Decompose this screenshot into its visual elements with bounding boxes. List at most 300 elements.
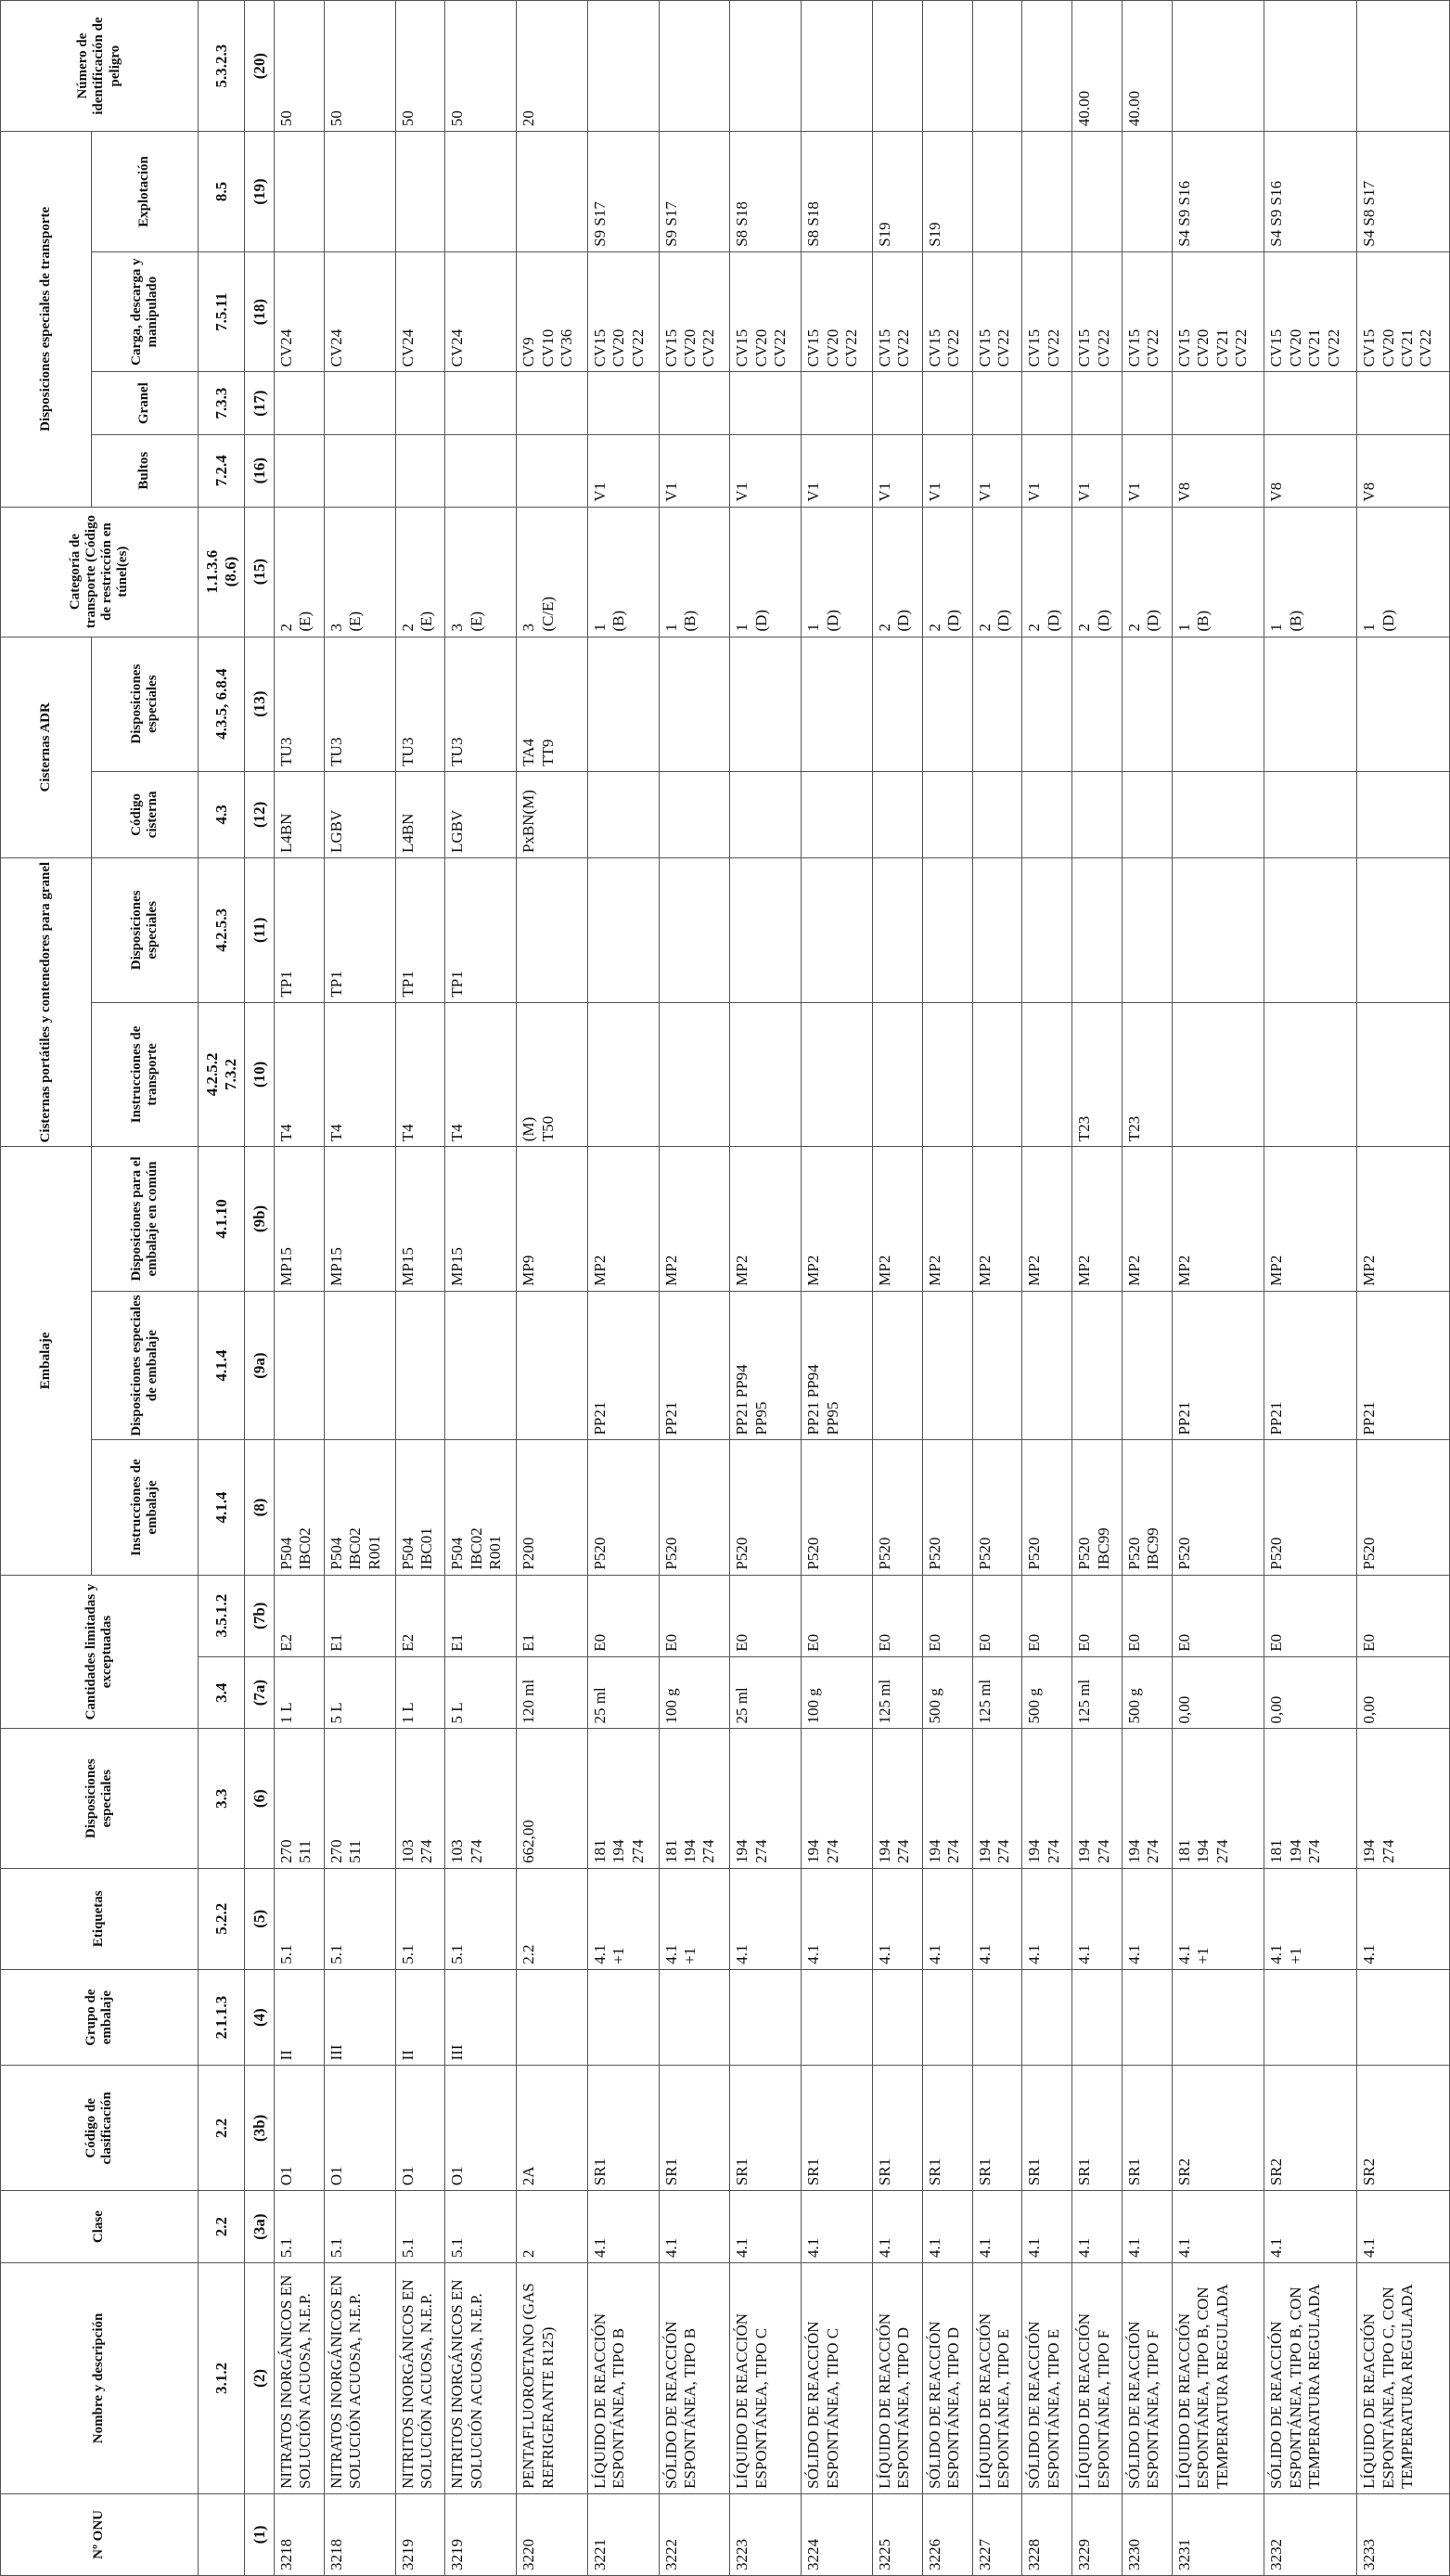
table-cell: 2 (D) [972, 507, 1022, 637]
table-cell: 125 ml [872, 1656, 922, 1729]
table-cell [587, 1969, 659, 2066]
table-cell [517, 132, 588, 252]
header-adr-special: Disposiciones especiales [92, 637, 199, 771]
table-cell [1357, 637, 1450, 771]
reference-cell: 4.3.5, 6.8.4 [199, 637, 245, 771]
column-number-cell: (7b) [245, 1575, 275, 1656]
table-cell: TP1 [324, 858, 395, 1003]
header-transport-instructions: Instrucciones de transporte [92, 1002, 199, 1147]
table-cell: 2 (D) [1072, 507, 1123, 637]
table-cell: SR2 [1264, 2066, 1357, 2191]
table-cell: T4 [445, 1002, 517, 1147]
table-cell [1172, 637, 1264, 771]
table-cell [659, 1, 730, 132]
column-number-cell: (10) [245, 1002, 275, 1147]
table-cell [517, 434, 588, 507]
table-cell: CV15 CV20 CV22 [587, 251, 659, 372]
table-cell: 4.1 [1022, 1868, 1072, 1969]
table-cell: E0 [872, 1575, 922, 1656]
table-cell [1022, 372, 1072, 434]
table-cell [517, 372, 588, 434]
table-cell [1022, 132, 1072, 252]
table-cell: III [324, 1969, 395, 2066]
table-cell: CV24 [275, 251, 325, 372]
table-cell [587, 372, 659, 434]
table-cell: E0 [1022, 1575, 1072, 1656]
header-loading: Carga, descarga y manipulado [92, 251, 199, 372]
table-cell [1357, 858, 1450, 1003]
table-cell: PP21 [1172, 1291, 1264, 1440]
table-cell: SR1 [1022, 2066, 1072, 2191]
table-cell [1172, 1969, 1264, 2066]
table-cell [872, 637, 922, 771]
table-row [1264, 1, 1357, 2576]
table-cell [659, 372, 730, 434]
table-cell: 5.1 [395, 2191, 445, 2263]
table-cell [1357, 1002, 1450, 1147]
table-cell [1122, 858, 1172, 1003]
table-cell: SR1 [659, 2066, 730, 2191]
table-cell: 194 274 [802, 1729, 873, 1868]
table-cell: 181 194 274 [659, 1729, 730, 1868]
table-cell [730, 372, 802, 434]
table-cell: L4BN [275, 771, 325, 857]
table-cell [730, 858, 802, 1003]
table-cell [730, 1002, 802, 1147]
table-cell: 1 (B) [587, 507, 659, 637]
table-cell: 3 (E) [324, 507, 395, 637]
header-packing-group: Grupo de embalaje [1, 1969, 199, 2066]
table-cell: P520 [730, 1440, 802, 1575]
table-cell: CV9 CV10 CV36 [517, 251, 588, 372]
header-transport-category: Categoría de transporte (Código de restricción en túnel(es) [1, 507, 199, 637]
table-cell: 0,00 [1264, 1656, 1357, 1729]
table-cell: P520 IBC99 [1072, 1440, 1123, 1575]
un-number-cell: 3233 [1357, 2493, 1450, 2575]
table-cell: PP21 [659, 1291, 730, 1440]
table-cell [972, 372, 1022, 434]
table-cell [587, 1, 659, 132]
table-cell: MP15 [324, 1147, 395, 1292]
table-cell: 4.1 [730, 2191, 802, 2263]
table-cell: 500 g [1122, 1656, 1172, 1729]
table-cell [1357, 771, 1450, 857]
table-cell: CV15 CV22 [972, 251, 1022, 372]
header-labels: Etiquetas [1, 1868, 199, 1969]
table-cell: 4.1 +1 [659, 1868, 730, 1969]
table-cell: 4.1 [1022, 2191, 1072, 2263]
table-cell: 270 511 [324, 1729, 395, 1868]
table-cell: CV24 [445, 251, 517, 372]
un-number-cell: 3220 [517, 2493, 588, 2575]
table-cell [587, 858, 659, 1003]
header-un-no: Nº ONU [1, 2493, 199, 2575]
table-row [395, 1, 445, 2576]
table-cell: 2 (E) [275, 507, 325, 637]
table-cell: 2 (D) [1122, 507, 1172, 637]
table-cell [659, 1002, 730, 1147]
table-cell: 4.1 [802, 2191, 873, 2263]
table-cell [922, 1969, 972, 2066]
column-number-cell: (6) [245, 1729, 275, 1868]
header-portable-tanks: Cisternas portátiles y contenedores para granel [1, 858, 92, 1147]
table-cell [659, 858, 730, 1003]
reference-cell: 7.3.3 [199, 372, 245, 434]
table-cell: E0 [922, 1575, 972, 1656]
table-cell: 50 [395, 1, 445, 132]
table-cell [972, 132, 1022, 252]
un-number-cell: 3218 [275, 2493, 325, 2575]
substance-name-cell: LÍQUIDO DE REACCIÓN ESPONTÁNEA, TIPO F [1072, 2262, 1123, 2493]
table-cell: P520 [1022, 1440, 1072, 1575]
table-cell [275, 372, 325, 434]
table-cell [1122, 1969, 1172, 2066]
table-cell: 4.1 [1122, 1868, 1172, 1969]
table-cell: V1 [587, 434, 659, 507]
table-cell: E1 [445, 1575, 517, 1656]
reference-cell: 5.3.2.3 [199, 1, 245, 132]
table-cell [972, 858, 1022, 1003]
table-cell: MP15 [275, 1147, 325, 1292]
header-name: Nombre y descripción [1, 2262, 199, 2493]
header-tank-code: Código cisterna [92, 771, 199, 857]
table-cell: 4.1 +1 [587, 1868, 659, 1969]
header-packing-instructions: Instrucciones de embalaje [92, 1440, 199, 1575]
table-cell: MP2 [872, 1147, 922, 1292]
table-cell [1072, 372, 1123, 434]
table-row [1172, 1, 1264, 2576]
table-cell: E2 [395, 1575, 445, 1656]
table-cell: 4.1 [1357, 2191, 1450, 2263]
table-cell [659, 1969, 730, 2066]
table-cell: V1 [872, 434, 922, 507]
table-cell: 4.1 [922, 2191, 972, 2263]
table-row [922, 1, 972, 2576]
substance-name-cell: NITRITOS INORGÁNICOS EN SOLUCIÓN ACUOSA, N.E.P. [445, 2262, 517, 2493]
reference-cell: 4.1.10 [199, 1147, 245, 1292]
header-mixed-packing: Disposiciones para el embalaje en común [92, 1147, 199, 1292]
table-cell: 40.00 [1072, 1, 1123, 132]
table-cell: PxBN(M) [517, 771, 588, 857]
table-cell: SR2 [1172, 2066, 1264, 2191]
table-cell: 50 [324, 1, 395, 132]
table-cell: 181 194 274 [1264, 1729, 1357, 1868]
table-cell: P520 [587, 1440, 659, 1575]
table-row [275, 1, 325, 2576]
table-cell: 4.1 [1072, 2191, 1123, 2263]
table-cell: SR1 [872, 2066, 922, 2191]
header-packaging: Embalaje [1, 1147, 92, 1575]
table-cell [802, 372, 873, 434]
un-number-cell: 3222 [659, 2493, 730, 2575]
table-cell: MP2 [1022, 1147, 1072, 1292]
table-cell: P504 IBC02 R001 [324, 1440, 395, 1575]
table-cell: SR1 [587, 2066, 659, 2191]
table-cell: PP21 [587, 1291, 659, 1440]
table-cell: TP1 [275, 858, 325, 1003]
table-cell: 2.2 [517, 1868, 588, 1969]
reference-row [199, 1, 245, 2576]
table-cell: V1 [802, 434, 873, 507]
substance-name-cell: LÍQUIDO DE REACCIÓN ESPONTÁNEA, TIPO C [730, 2262, 802, 2493]
table-cell [972, 1969, 1022, 2066]
table-cell [1122, 1291, 1172, 1440]
table-cell [1264, 372, 1357, 434]
table-cell: 5 L [324, 1656, 395, 1729]
table-cell [1022, 858, 1072, 1003]
table-cell [1022, 771, 1072, 857]
table-row [324, 1, 395, 2576]
table-cell: P520 [1357, 1440, 1450, 1575]
table-cell [395, 434, 445, 507]
table-cell: 270 511 [275, 1729, 325, 1868]
table-row [1122, 1, 1172, 2576]
table-cell: O1 [395, 2066, 445, 2191]
table-cell [802, 637, 873, 771]
table-body [275, 1, 1450, 2576]
table-cell [972, 1002, 1022, 1147]
table-cell: S4 S8 S17 [1357, 132, 1450, 252]
table-cell: 194 274 [1022, 1729, 1072, 1868]
table-cell: CV15 CV20 CV21 CV22 [1357, 251, 1450, 372]
table-cell [922, 771, 972, 857]
header-adr-tanks: Cisternas ADR [1, 637, 92, 858]
table-cell: L4BN [395, 771, 445, 857]
table-cell: 5.1 [275, 1868, 325, 1969]
reference-cell: 3.5.1.2 [199, 1575, 245, 1656]
table-cell: SR1 [972, 2066, 1022, 2191]
table-cell: CV24 [324, 251, 395, 372]
table-cell: P200 [517, 1440, 588, 1575]
table-cell: CV15 CV22 [872, 251, 922, 372]
un-number-cell: 3230 [1122, 2493, 1172, 2575]
table-cell: P520 [802, 1440, 873, 1575]
column-number-cell: (3b) [245, 2066, 275, 2191]
table-cell: S4 S9 S16 [1264, 132, 1357, 252]
table-cell: 5.1 [395, 1868, 445, 1969]
table-cell: TU3 [324, 637, 395, 771]
table-cell [1172, 771, 1264, 857]
column-number-cell: (19) [245, 132, 275, 252]
table-row [587, 1, 659, 2576]
table-cell [1022, 1, 1072, 132]
table-cell: 662,00 [517, 1729, 588, 1868]
substance-name-cell: SÓLIDO DE REACCIÓN ESPONTÁNEA, TIPO B, CON TEMPERATURA REGULADA [1264, 2262, 1357, 2493]
table-cell: T4 [275, 1002, 325, 1147]
table-cell [395, 372, 445, 434]
table-cell: E0 [659, 1575, 730, 1656]
table-cell [275, 1291, 325, 1440]
table-cell: T4 [395, 1002, 445, 1147]
table-cell [872, 372, 922, 434]
table-cell: TP1 [445, 858, 517, 1003]
table-cell: 4.1 [587, 2191, 659, 2263]
reference-cell: 8.5 [199, 132, 245, 252]
table-cell: E0 [972, 1575, 1022, 1656]
table-cell [1072, 771, 1123, 857]
un-number-cell: 3228 [1022, 2493, 1072, 2575]
table-cell: 0,00 [1357, 1656, 1450, 1729]
table-cell: P520 [972, 1440, 1022, 1575]
table-cell: E0 [730, 1575, 802, 1656]
column-number-cell: (17) [245, 372, 275, 434]
table-cell: 500 g [922, 1656, 972, 1729]
table-cell: 1 (B) [1264, 507, 1357, 637]
substance-name-cell: SÓLIDO DE REACCIÓN ESPONTÁNEA, TIPO B [659, 2262, 730, 2493]
header-class: Clase [1, 2191, 199, 2263]
table-cell: P520 [659, 1440, 730, 1575]
table-cell: V1 [1072, 434, 1123, 507]
table-cell: 4.1 [922, 1868, 972, 1969]
table-cell: S19 [922, 132, 972, 252]
reference-cell: 4.3 [199, 771, 245, 857]
table-cell: P520 IBC99 [1122, 1440, 1172, 1575]
table-cell [445, 1291, 517, 1440]
table-cell: III [445, 1969, 517, 2066]
reference-cell: 3.3 [199, 1729, 245, 1868]
table-cell: E0 [1172, 1575, 1264, 1656]
table-cell [972, 1291, 1022, 1440]
table-cell: O1 [445, 2066, 517, 2191]
un-number-cell: 3229 [1072, 2493, 1123, 2575]
table-cell [1022, 1002, 1072, 1147]
table-cell: CV15 CV22 [1072, 251, 1123, 372]
table-cell: 1 (D) [1357, 507, 1450, 637]
substance-name-cell: LÍQUIDO DE REACCIÓN ESPONTÁNEA, TIPO D [872, 2262, 922, 2493]
table-cell [922, 1, 972, 132]
table-cell: SR2 [1357, 2066, 1450, 2191]
table-cell [802, 771, 873, 857]
table-cell: E2 [275, 1575, 325, 1656]
table-cell: CV15 CV20 CV22 [730, 251, 802, 372]
reference-cell: 4.2.5.2 7.3.2 [199, 1002, 245, 1147]
table-cell: 181 194 274 [1172, 1729, 1264, 1868]
table-cell [730, 1969, 802, 2066]
column-number-cell: (16) [245, 434, 275, 507]
table-cell: 1 L [395, 1656, 445, 1729]
table-cell: MP2 [659, 1147, 730, 1292]
table-row [1072, 1, 1123, 2576]
table-cell: 194 274 [972, 1729, 1022, 1868]
table-cell: TU3 [275, 637, 325, 771]
table-row [872, 1, 922, 2576]
table-cell: 4.1 +1 [1172, 1868, 1264, 1969]
table-cell [395, 1291, 445, 1440]
table-cell [1264, 637, 1357, 771]
table-cell: SR1 [922, 2066, 972, 2191]
table-cell [802, 1, 873, 132]
table-cell [922, 637, 972, 771]
table-cell [517, 858, 588, 1003]
table-cell: P504 IBC02 R001 [445, 1440, 517, 1575]
column-number-cell: (5) [245, 1868, 275, 1969]
table-cell: 3 (E) [445, 507, 517, 637]
table-cell: CV15 CV22 [922, 251, 972, 372]
table-cell: 120 ml [517, 1656, 588, 1729]
table-cell [1022, 637, 1072, 771]
un-number-cell: 3219 [395, 2493, 445, 2575]
table-cell [659, 637, 730, 771]
table-cell: P504 IBC01 [395, 1440, 445, 1575]
substance-name-cell: LÍQUIDO DE REACCIÓN ESPONTÁNEA, TIPO E [972, 2262, 1022, 2493]
table-cell: TA4 TT9 [517, 637, 588, 771]
column-number-cell: (20) [245, 1, 275, 132]
table-cell: 194 274 [922, 1729, 972, 1868]
table-cell [730, 1, 802, 132]
substance-name-cell: SÓLIDO DE REACCIÓN ESPONTÁNEA, TIPO F [1122, 2262, 1172, 2493]
table-cell: SR1 [730, 2066, 802, 2191]
table-cell [1172, 372, 1264, 434]
reference-cell: 2.2 [199, 2191, 245, 2263]
un-number-cell: 3223 [730, 2493, 802, 2575]
table-cell: CV15 CV22 [1022, 251, 1072, 372]
substance-name-cell: LÍQUIDO DE REACCIÓN ESPONTÁNEA, TIPO C, CON TEMPERATURA REGULADA [1357, 2262, 1450, 2493]
table-cell: T4 [324, 1002, 395, 1147]
column-number-cell: (8) [245, 1440, 275, 1575]
table-cell: 40.00 [1122, 1, 1172, 132]
un-number-cell: 3227 [972, 2493, 1022, 2575]
table-cell: 4.1 [972, 1868, 1022, 1969]
table-cell: MP2 [1357, 1147, 1450, 1292]
table-cell: 4.1 [872, 2191, 922, 2263]
table-cell [1122, 637, 1172, 771]
table-cell: V1 [922, 434, 972, 507]
header-limited-qty: Cantidades limitadas y exceptuadas [1, 1575, 199, 1729]
table-cell [1072, 637, 1123, 771]
table-cell [872, 858, 922, 1003]
table-cell [1122, 771, 1172, 857]
table-cell [1264, 1002, 1357, 1147]
substance-name-cell: NITRITOS INORGÁNICOS EN SOLUCIÓN ACUOSA, N.E.P. [395, 2262, 445, 2493]
table-cell [1072, 1969, 1123, 2066]
reference-cell: 1.1.3.6 (8.6) [199, 507, 245, 637]
table-cell: 500 g [1022, 1656, 1072, 1729]
header-operation: Explotación [92, 132, 199, 252]
table-cell: S8 S18 [730, 132, 802, 252]
table-cell [922, 372, 972, 434]
table-cell: II [275, 1969, 325, 2066]
table-cell [395, 132, 445, 252]
table-cell: 50 [445, 1, 517, 132]
table-cell: 4.1 [730, 1868, 802, 1969]
table-cell [587, 1002, 659, 1147]
table-cell [972, 1, 1022, 132]
table-cell [1264, 771, 1357, 857]
table-cell: MP2 [1264, 1147, 1357, 1292]
table-cell: 4.1 [1264, 2191, 1357, 2263]
table-cell: 194 274 [1072, 1729, 1123, 1868]
table-cell [1072, 1291, 1123, 1440]
table-cell: 4.1 [1172, 2191, 1264, 2263]
table-cell [1264, 858, 1357, 1003]
table-cell [802, 1969, 873, 2066]
table-cell: 2 (D) [922, 507, 972, 637]
table-cell: 2 [517, 2191, 588, 2263]
table-cell [1172, 1, 1264, 132]
table-cell [972, 771, 1022, 857]
table-cell: S9 S17 [659, 132, 730, 252]
table-cell: MP2 [587, 1147, 659, 1292]
table-row [1357, 1, 1450, 2576]
column-number-cell: (2) [245, 2262, 275, 2493]
reference-cell [199, 2493, 245, 2575]
table-cell: E1 [324, 1575, 395, 1656]
header-bulk: Granel [92, 372, 199, 434]
table-cell: V8 [1357, 434, 1450, 507]
table-cell: 4.1 [872, 1868, 922, 1969]
column-number-cell: (4) [245, 1969, 275, 2066]
table-cell: MP2 [1072, 1147, 1123, 1292]
